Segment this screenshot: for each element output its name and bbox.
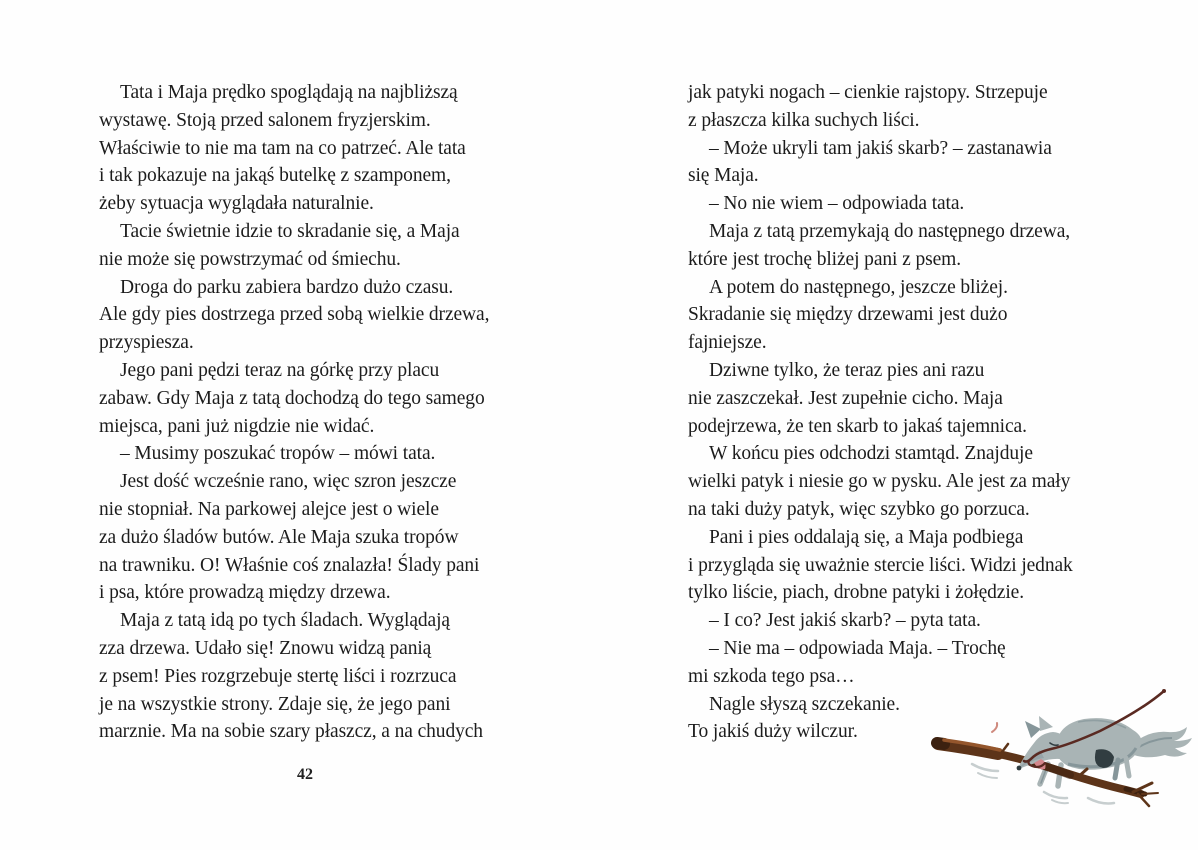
right-column	[688, 79, 1112, 746]
text-line: nie stopniał. Na parkowej alejce jest o wiele	[99, 498, 439, 520]
text-line: zabaw. Gdy Maja z tatą dochodzą do tego samego	[99, 387, 485, 409]
text-line: z płaszcza kilka suchych liści.	[688, 109, 920, 131]
text-line: mi szkoda tego psa…	[688, 665, 855, 687]
illustration-dog-with-branch	[928, 686, 1198, 848]
text-line: fajniejsze.	[688, 332, 767, 354]
text-line: – Nie ma – odpowiada Maja. – Trochę	[709, 637, 1006, 659]
text-line: – Musimy poszukać tropów – mówi tata.	[120, 443, 436, 465]
text-line: nie zaszczekał. Jest zupełnie cicho. Maja	[688, 387, 1003, 409]
text-line: miejsca, pani już nigdzie nie widać.	[99, 415, 375, 437]
text-line: – I co? Jest jakiś skarb? – pyta tata.	[709, 610, 981, 632]
text-line: Tacie świetnie idzie to skradanie się, a Maja	[120, 220, 460, 242]
text-line: Ale gdy pies dostrzega przed sobą wielkie drzewa,	[99, 304, 490, 326]
text-line: marznie. Ma na sobie szary płaszcz, a na chudych	[99, 721, 483, 743]
text-line: i tak pokazuje na jakąś butelkę z szamponem,	[99, 165, 451, 187]
text-line: wielki patyk i niesie go w pysku. Ale jest za mały	[688, 471, 1071, 493]
text-line: wystawę. Stoją przed salonem fryzjerskim.	[99, 109, 431, 131]
text-line: zza drzewa. Udało się! Znowu widzą panią	[99, 637, 432, 659]
text-line: Jego pani pędzi teraz na górkę przy placu	[120, 359, 440, 381]
text-line: na taki duży patyk, więc szybko go porzuca.	[688, 498, 1030, 520]
text-line: Droga do parku zabiera bardzo dużo czasu.	[120, 276, 454, 298]
text-line: Nagle słyszą szczekanie.	[709, 693, 900, 715]
text-line: nie może się powstrzymać od śmiechu.	[99, 248, 401, 270]
text-line: za dużo śladów butów. Ale Maja szuka tropów	[99, 526, 459, 548]
text-line: żeby sytuacja wyglądała naturalnie.	[99, 193, 374, 215]
text-line: i psa, które prowadzą między drzewa.	[99, 582, 391, 604]
text-line: A potem do następnego, jeszcze bliżej.	[709, 276, 1008, 298]
text-line: Maja z tatą idą po tych śladach. Wyglądają	[120, 610, 450, 632]
text-line: podejrzewa, że ten skarb to jakaś tajemnica.	[688, 415, 1027, 437]
text-line: jak patyki nogach – cienkie rajstopy. Strzepuje	[688, 82, 1048, 103]
text-line: To jakiś duży wilczur.	[688, 721, 858, 743]
text-line: z psem! Pies rozgrzebuje stertę liści i rozrzuca	[99, 665, 457, 687]
page-number: 42	[297, 766, 313, 783]
text-line: które jest trochę bliżej pani z psem.	[688, 248, 961, 270]
text-line: – Może ukryli tam jakiś skarb? – zastanawia	[709, 137, 1052, 159]
text-line: Tata i Maja prędko spoglądają na najbliższą	[120, 82, 458, 103]
text-line: i przygląda się uważnie stercie liści. Widzi jednak	[688, 554, 1073, 576]
text-line: je na wszystkie strony. Zdaje się, że jego pani	[99, 693, 451, 715]
text-line: W końcu pies odchodzi stamtąd. Znajduje	[709, 443, 1033, 465]
text-line: Jest dość wcześnie rano, więc szron jeszcze	[120, 471, 457, 493]
left-column	[99, 79, 517, 746]
text-line: – No nie wiem – odpowiada tata.	[709, 193, 965, 215]
text-line: Właściwie to nie ma tam na co patrzeć. Ale tata	[99, 137, 466, 159]
text-line: tylko liście, piach, drobne patyki i żołędzie.	[688, 582, 1025, 604]
text-line: Skradanie się między drzewami jest dużo	[688, 304, 1008, 326]
text-line: przyspiesza.	[99, 332, 194, 354]
text-line: Maja z tatą przemykają do następnego drzewa,	[709, 220, 1071, 242]
text-line: Pani i pies oddalają się, a Maja podbiega	[709, 526, 1024, 548]
text-line: na trawniku. O! Właśnie coś znalazła! Ślady pani	[99, 554, 480, 576]
text-line: się Maja.	[688, 165, 759, 187]
text-line: Dziwne tylko, że teraz pies ani razu	[709, 359, 985, 381]
